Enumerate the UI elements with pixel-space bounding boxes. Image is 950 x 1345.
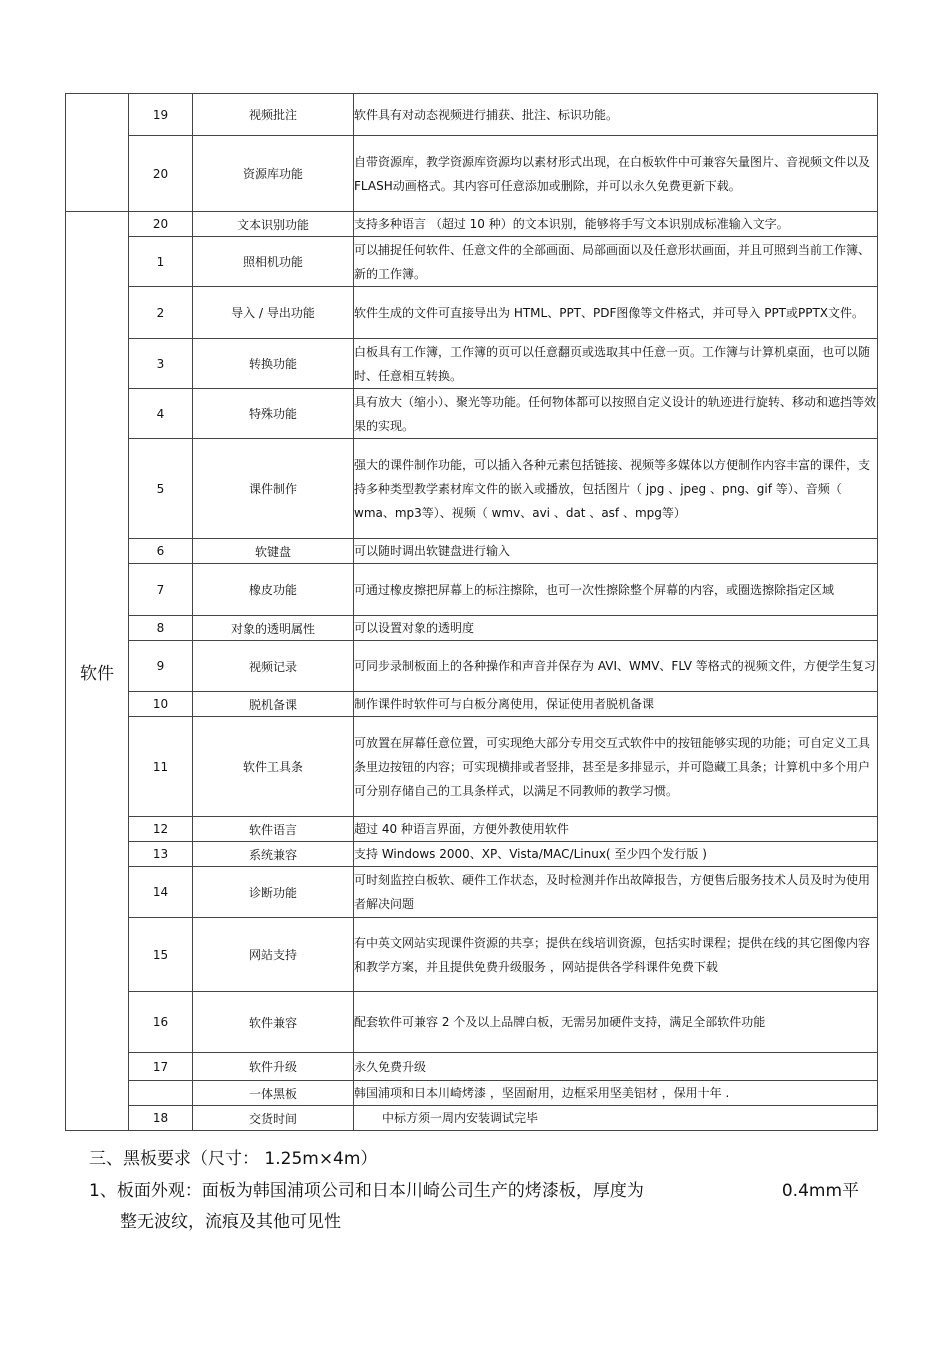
feature-description: 韩国浦项和日本川崎烤漆 ，坚固耐用，边框采用坚美铝材 ，保用十年 . [354, 1081, 878, 1106]
feature-name: 视频批注 [193, 94, 354, 136]
table-row [66, 918, 878, 992]
row-number: 18 [129, 1106, 193, 1131]
feature-name: 系统兼容 [193, 842, 354, 867]
row-number: 20 [129, 212, 193, 237]
row-number: 16 [129, 992, 193, 1053]
feature-description: 强大的课件制作功能，可以插入各种元素包括链接、视频等多媒体以方便制作内容丰富的课件，支持多种类型教学素材库文件的嵌入或播放，包括图片（ jpg 、jpeg 、png、gif 等）、音频（ wma、mp3等）、视频（ wmv、avi 、dat 、asf 、mpg等） [354, 439, 878, 539]
table-row [66, 867, 878, 918]
feature-name: 对象的透明属性 [193, 616, 354, 641]
row-number: 8 [129, 616, 193, 641]
table-row [66, 817, 878, 842]
category-cell-software: 软件 [66, 212, 129, 1131]
table-row [66, 717, 878, 817]
table-row [66, 539, 878, 564]
row-number: 7 [129, 564, 193, 616]
row-number: 15 [129, 918, 193, 992]
feature-description: 软件具有对动态视频进行捕获、批注、标识功能。 [354, 94, 878, 136]
row-number: 5 [129, 439, 193, 539]
table-row [66, 564, 878, 616]
feature-description: 可以捕捉任何软件、任意文件的全部画面、局部画面以及任意形状画面，并且可照到当前工作簿、新的工作簿。 [354, 237, 878, 287]
feature-name: 软件兼容 [193, 992, 354, 1053]
row-number: 2 [129, 287, 193, 339]
feature-name: 特殊功能 [193, 389, 354, 439]
row-number: 6 [129, 539, 193, 564]
row-number: 4 [129, 389, 193, 439]
feature-description: 配套软件可兼容 2 个及以上品牌白板，无需另加硬件支持，满足全部软件功能 [354, 992, 878, 1053]
feature-description: 支持多种语言 （超过 10 种）的文本识别，能够将手写文本识别成标准输入文字。 [354, 212, 878, 237]
feature-name: 诊断功能 [193, 867, 354, 918]
row-number: 12 [129, 817, 193, 842]
feature-description: 可通过橡皮擦把屏幕上的标注擦除，也可一次性擦除整个屏幕的内容，或圈选擦除指定区域 [354, 564, 878, 616]
row-number: 11 [129, 717, 193, 817]
table-row [66, 136, 878, 212]
category-cell-empty [66, 94, 129, 212]
row-number: 20 [129, 136, 193, 212]
feature-name: 软件语言 [193, 817, 354, 842]
feature-description: 永久免费升级 [354, 1053, 878, 1081]
row-number: 19 [129, 94, 193, 136]
feature-name: 导入 / 导出功能 [193, 287, 354, 339]
section-title: 三、黑板要求（尺寸： 1.25m×4m） [89, 1149, 378, 1169]
row-number: 17 [129, 1053, 193, 1081]
feature-name: 交货时间 [193, 1106, 354, 1131]
feature-name: 视频记录 [193, 641, 354, 692]
table-row [66, 94, 878, 136]
feature-description: 可时刻监控白板软、硬件工作状态，及时检测并作出故障报告，方便售后服务技术人员及时为使用者解决问题 [354, 867, 878, 918]
row-number: 14 [129, 867, 193, 918]
feature-name: 文本识别功能 [193, 212, 354, 237]
table-row [66, 439, 878, 539]
row-number: 13 [129, 842, 193, 867]
feature-description: 具有放大（缩小）、聚光等功能。任何物体都可以按照自定义设计的轨迹进行旋转、移动和遮挡等效果的实现。 [354, 389, 878, 439]
table-row [66, 616, 878, 641]
table-row [66, 389, 878, 439]
feature-description: 软件生成的文件可直接导出为 HTML、PPT、PDF图像等文件格式，并可导入 PPT或PPTX文件。 [354, 287, 878, 339]
feature-description: 可同步录制板面上的各种操作和声音并保存为 AVI、WMV、FLV 等格式的视频文件，方便学生复习 [354, 641, 878, 692]
paragraph-1-left: 1、板面外观：面板为韩国浦项公司和日本川崎公司生产的烤漆板，厚度为 [89, 1181, 644, 1201]
row-number [129, 1081, 193, 1106]
feature-name: 软键盘 [193, 539, 354, 564]
table-row [66, 1081, 878, 1106]
table-row [66, 641, 878, 692]
row-number: 1 [129, 237, 193, 287]
table-row [66, 692, 878, 717]
feature-description: 可放置在屏幕任意位置，可实现绝大部分专用交互式软件中的按钮能够实现的功能；可自定义工具条里边按钮的内容；可实现横排或者竖排，甚至是多排显示，并可隐藏工具条；计算机中多个用户可分别存储自己的工具条样式，以满足不同教师的教学习惯。 [354, 717, 878, 817]
paragraph-1 [89, 1176, 859, 1201]
table-row [66, 339, 878, 389]
feature-description: 自带资源库，教学资源库资源均以素材形式出现，在白板软件中可兼容矢量图片、音视频文件以及 FLASH动画格式。其内容可任意添加或删除，并可以永久免费更新下载。 [354, 136, 878, 212]
row-number: 10 [129, 692, 193, 717]
feature-description: 支持 Windows 2000、XP、Vista/MAC/Linux( 至少四个发行版 ) [354, 842, 878, 867]
table-row [66, 212, 878, 237]
row-number: 9 [129, 641, 193, 692]
feature-description: 白板具有工作簿，工作簿的页可以任意翻页或选取其中任意一页。工作簿与计算机桌面，也可以随时、任意相互转换。 [354, 339, 878, 389]
paragraph-2: 整无波纹，流痕及其他可见性 [120, 1212, 341, 1232]
feature-name: 软件升级 [193, 1053, 354, 1081]
feature-name: 网站支持 [193, 918, 354, 992]
feature-description: 可以设置对象的透明度 [354, 616, 878, 641]
feature-description: 可以随时调出软键盘进行输入 [354, 539, 878, 564]
table-row [66, 287, 878, 339]
table-row [66, 842, 878, 867]
feature-name: 照相机功能 [193, 237, 354, 287]
feature-name: 脱机备课 [193, 692, 354, 717]
table-row [66, 237, 878, 287]
feature-name: 软件工具条 [193, 717, 354, 817]
table-row [66, 992, 878, 1053]
feature-name: 课件制作 [193, 439, 354, 539]
feature-name: 资源库功能 [193, 136, 354, 212]
feature-name: 橡皮功能 [193, 564, 354, 616]
feature-description: 超过 40 种语言界面，方便外教使用软件 [354, 817, 878, 842]
feature-name: 转换功能 [193, 339, 354, 389]
feature-description: 制作课件时软件可与白板分离使用，保证使用者脱机备课 [354, 692, 878, 717]
feature-name: 一体黑板 [193, 1081, 354, 1106]
feature-description: 有中英文网站实现课件资源的共享；提供在线培训资源，包括实时课程；提供在线的其它图像内容和教学方案，并且提供免费升级服务 ，网站提供各学科课件免费下载 [354, 918, 878, 992]
paragraph-1-right: 0.4mm平 [781, 1181, 859, 1201]
table-row [66, 1053, 878, 1081]
row-number: 3 [129, 339, 193, 389]
feature-description: 中标方须一周内安装调试完毕 [354, 1106, 878, 1131]
spec-table [65, 93, 878, 1131]
table-row [66, 1106, 878, 1131]
